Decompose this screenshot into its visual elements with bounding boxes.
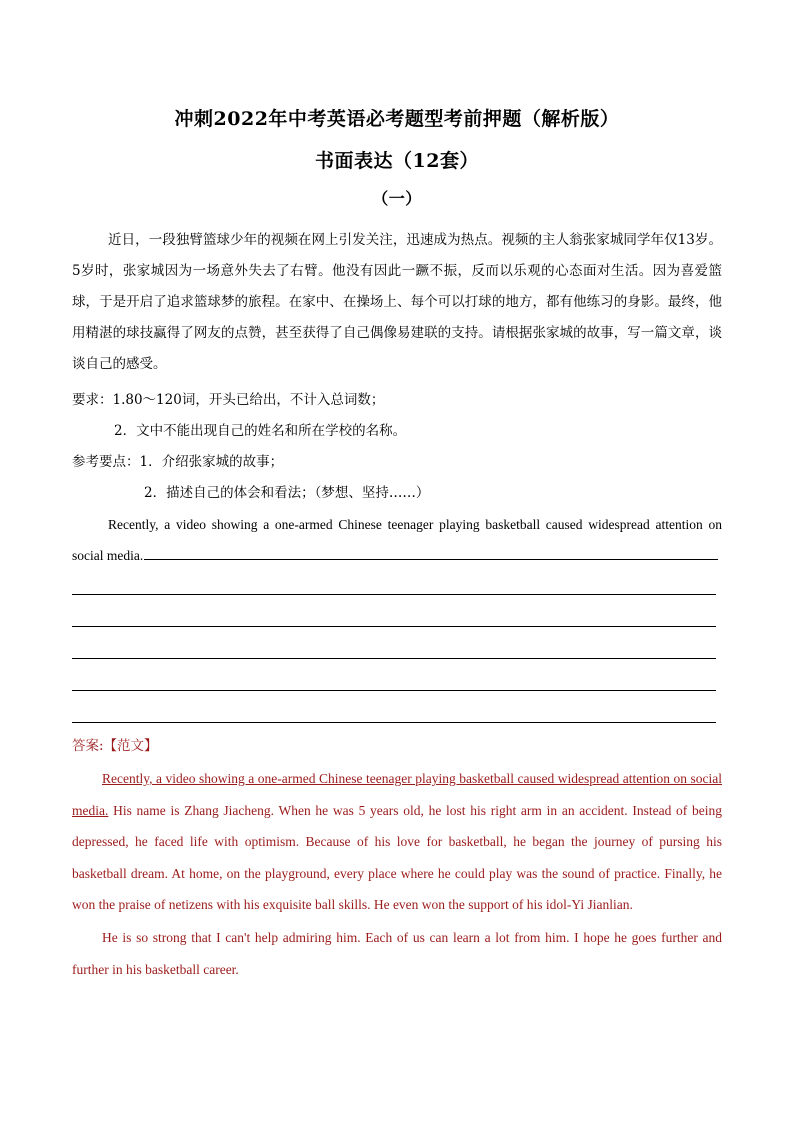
writing-line <box>72 594 716 595</box>
writing-line <box>72 722 716 723</box>
task-intro-paragraph: 近日，一段独臂篮球少年的视频在网上引发关注，迅速成为热点。视频的主人翁张家城同学年仅13岁。5岁时，张家城因为一场意外失去了右臂。他没有因此一蹶不振，反而以乐观的心态面对生活。因为喜爱篮球，于是开启了追求篮球梦的旅程。在家中、在操场上、每个可以打球的地方，都有他练习的身影。最终，他用精湛的球技赢得了网友的点赞，甚至获得了自己偶像易建联的支持。请根据张家城的故事，写一篇文章，谈谈自己的感受。 <box>72 232 722 372</box>
model-essay-paragraph-2: He is so strong that I can't help admiring him. Each of us can learn a lot from him. I hope he goes further and further in his basketball career. <box>72 930 722 977</box>
document-subtitle: 书面表达（12套） <box>315 150 479 172</box>
writing-prompt-start <box>72 509 722 571</box>
writing-blank-line <box>144 543 718 560</box>
essay-body-text: His name is Zhang Jiacheng. When he was 5 years old, he lost his right arm in an accident. Instead of being depressed, he faced life with optimism. Because of his love for basketball, he began the journey of pursing his basketball dream. At home, on the playground, every place where he could play was the sound of practice. Finally, he won the praise of netizens with his exquisite ball skills. He even won the support of his idol-Yi Jianlian. <box>72 802 722 912</box>
requirement-2: 2．文中不能出现自己的姓名和所在学校的名称。 <box>114 423 407 439</box>
section-number: （一） <box>372 189 422 208</box>
writing-line <box>72 626 716 627</box>
requirement-1: 要求：1.80～120词，开头已给出，不计入总词数； <box>72 392 385 408</box>
prompt-text: Recently, a video showing a one-armed Chinese teenager playing basketball caused widespread attention on social media. <box>72 517 722 563</box>
reference-point-2: 2．描述自己的体会和看法；（梦想、坚持……） <box>144 485 430 501</box>
answer-label: 答案:【范文】 <box>72 738 158 754</box>
essay-given-opening: Recently, a video showing a one-armed Chinese teenager playing basketball caused widespread attention on social media. <box>72 771 722 818</box>
reference-point-1: 参考要点：1．介绍张家城的故事； <box>72 454 284 470</box>
writing-line <box>72 690 716 691</box>
document-title: 冲刺2022年中考英语必考题型考前押题（解析版） <box>174 108 620 130</box>
model-essay-paragraph-1 <box>72 763 722 921</box>
writing-line <box>72 658 716 659</box>
